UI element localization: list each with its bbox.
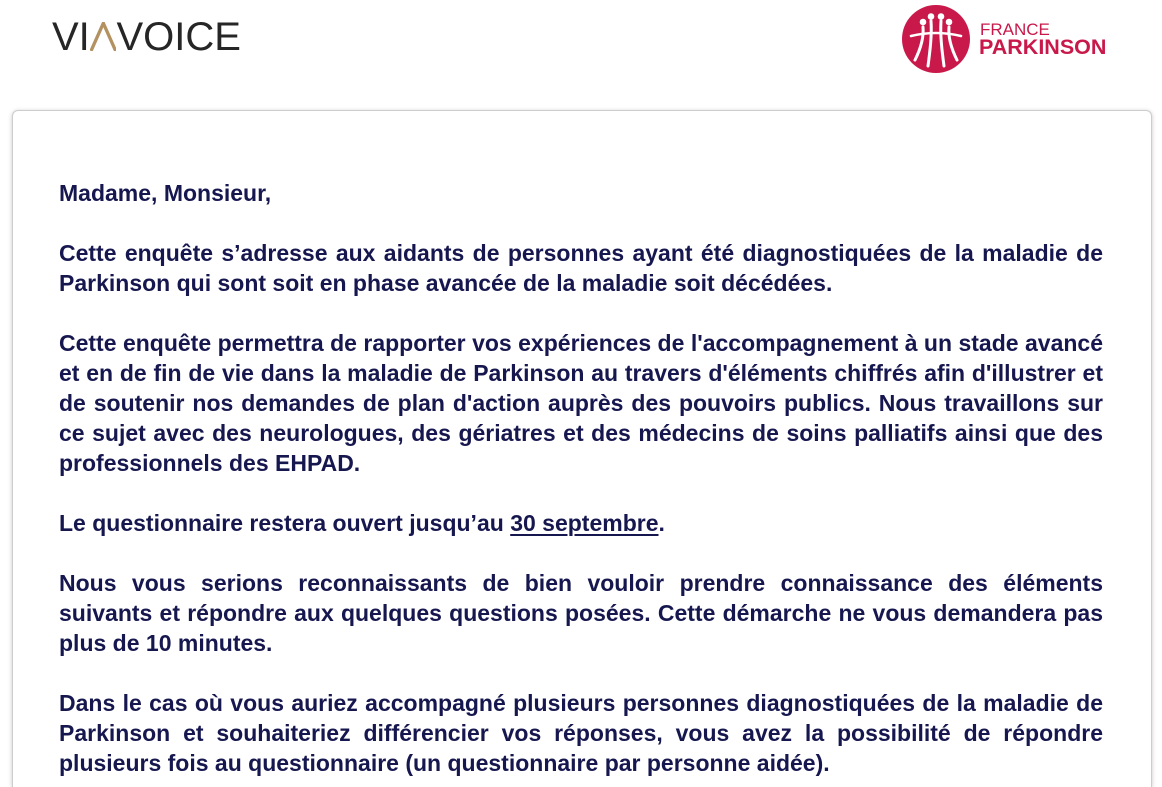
paragraph-deadline — [59, 508, 1103, 538]
deadline-text: Le questionnaire restera ouvert jusqu’au — [59, 510, 511, 536]
france-parkinson-logo-parkinson: PARKINSON — [979, 35, 1107, 59]
deadline-period: . — [658, 510, 665, 536]
france-parkinson-emblem-icon — [902, 5, 970, 73]
deadline-date: 30 septembre — [510, 510, 659, 536]
viavoice-logo-a-mark — [90, 22, 117, 51]
viavoice-logo-vi: VI — [52, 15, 90, 59]
survey-intro-card — [12, 110, 1152, 787]
paragraph-request: Nous vous serions reconnaissants de bien vouloir prendre connaissance des éléments suivants et répondre aux quelques questions posées. Cette démarche ne vous demandera pas plus de 10 minutes. — [59, 570, 1103, 656]
viavoice-logo — [52, 17, 241, 57]
greeting: Madame, Monsieur, — [59, 180, 272, 206]
france-parkinson-logo — [902, 5, 1112, 73]
paragraph-audience: Cette enquête s’adresse aux aidants de personnes ayant été diagnostiquées de la maladie de Parkinson qui sont soit en phase avancée de la maladie soit décédées. — [59, 240, 1103, 296]
paragraph-multiple-answers: Dans le cas où vous auriez accompagné plusieurs personnes diagnostiquées de la maladie de Parkinson et souhaiteriez différencier vos réponses, vous avez la possibilité de répondre plusieurs fois au questionnaire (un questionnaire par personne aidée). — [59, 690, 1103, 776]
france-parkinson-logo-france: FRANCE — [980, 20, 1050, 39]
viavoice-logo-voice: VOICE — [116, 15, 241, 59]
paragraph-purpose: Cette enquête permettra de rapporter vos expériences de l'accompagnement à un stade avancé et en de fin de vie dans la maladie de Parkinson au travers d'éléments chiffrés afin d'illustrer et de soutenir nos demandes de plan d'action auprès des pouvoirs publics. Nous travaillons sur ce sujet avec des neurologues, des gériatres et des médecins de soins palliatifs ainsi que des professionnels des EHPAD. — [59, 330, 1103, 476]
